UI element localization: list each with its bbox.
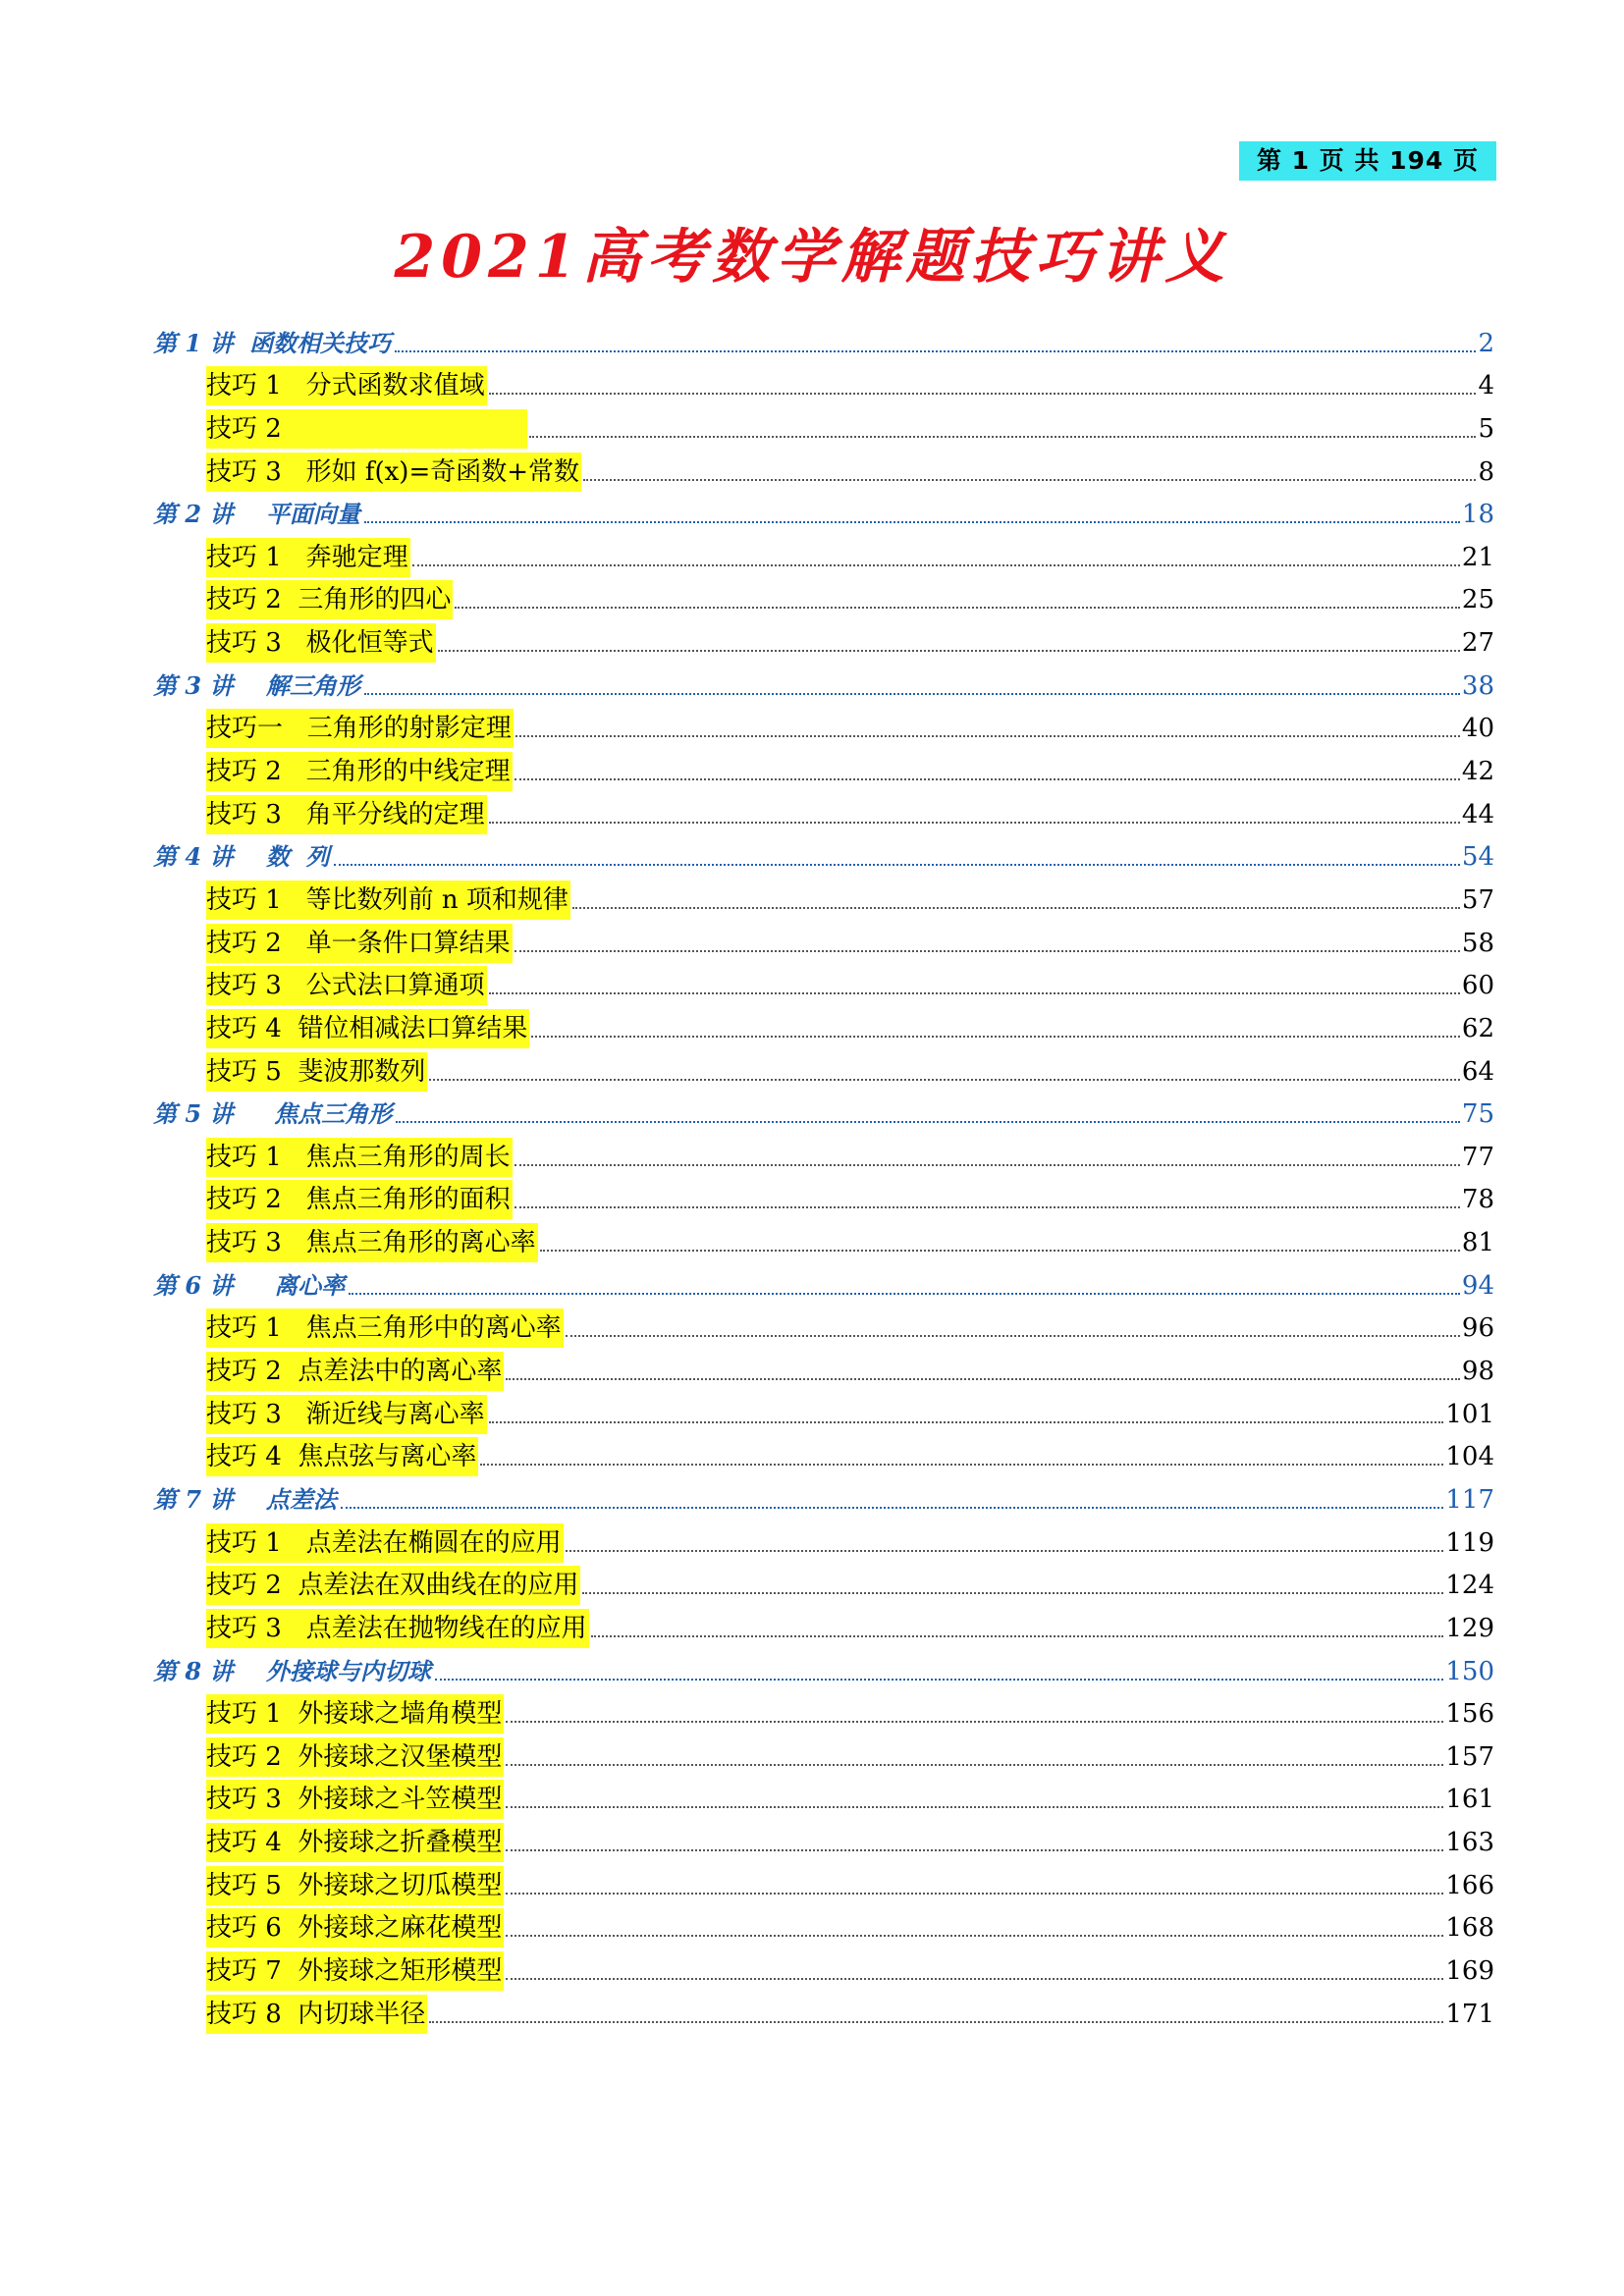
dot-leader xyxy=(572,906,1460,909)
toc-entry-label: 技巧 4 错位相减法口算结果 xyxy=(206,1009,529,1048)
toc-page-number: 77 xyxy=(1461,1142,1494,1172)
toc-lecture-1[interactable] xyxy=(153,320,1494,363)
toc-skill[interactable] xyxy=(153,1048,1494,1092)
dot-leader xyxy=(514,777,1460,780)
dot-leader xyxy=(412,563,1460,566)
toc-entry-label: 技巧 2 三角形的四心 xyxy=(206,580,453,619)
toc-page-number: 161 xyxy=(1445,1785,1494,1815)
toc-skill[interactable] xyxy=(153,405,1494,449)
toc-skill[interactable] xyxy=(153,791,1494,834)
toc-skill[interactable] xyxy=(153,1819,1494,1862)
toc-page-number: 98 xyxy=(1461,1357,1494,1387)
toc-skill[interactable] xyxy=(153,1905,1494,1949)
toc-entry-label: 技巧 3 公式法口算通项 xyxy=(206,966,487,1005)
toc-page-number: 62 xyxy=(1461,1013,1494,1043)
dot-leader xyxy=(506,1763,1443,1766)
toc-page-number: 75 xyxy=(1461,1099,1494,1130)
toc-lecture-8[interactable] xyxy=(153,1648,1494,1691)
toc-entry-label: 第 2 讲 平面向量 xyxy=(153,500,360,529)
toc-page-number: 60 xyxy=(1461,971,1494,1001)
dot-leader xyxy=(438,649,1460,652)
dot-leader xyxy=(395,349,1476,352)
toc-skill[interactable] xyxy=(153,449,1494,492)
toc-entry-label: 第 7 讲 点差法 xyxy=(153,1484,337,1514)
toc-entry-label: 技巧 2 单一条件口算结果 xyxy=(206,924,513,963)
toc-page-number: 27 xyxy=(1461,628,1494,659)
toc-page-number: 64 xyxy=(1461,1056,1494,1087)
dot-leader xyxy=(506,1977,1443,1980)
page-indicator: 第 1 页 共 194 页 xyxy=(1239,141,1496,181)
document-title: 2021高考数学解题技巧讲义 xyxy=(394,223,1230,292)
toc-skill[interactable] xyxy=(153,1177,1494,1220)
toc-entry-label: 技巧 2 xyxy=(206,409,527,449)
dot-leader xyxy=(506,1934,1443,1937)
toc-page-number: 171 xyxy=(1445,1999,1494,2029)
toc-entry-label: 技巧 2 点差法中的离心率 xyxy=(206,1352,504,1391)
toc-page-number: 25 xyxy=(1461,585,1494,615)
dot-leader xyxy=(429,2020,1443,2023)
toc-skill[interactable] xyxy=(153,1777,1494,1820)
toc-page-number: 150 xyxy=(1445,1656,1494,1686)
toc-entry-label: 技巧 1 外接球之墙角模型 xyxy=(206,1694,504,1734)
dot-leader xyxy=(566,1549,1444,1552)
dot-leader xyxy=(364,520,1460,523)
toc-page-number: 129 xyxy=(1445,1613,1494,1643)
toc-page-number: 156 xyxy=(1445,1699,1494,1730)
toc-skill[interactable] xyxy=(153,1691,1494,1735)
toc-page-number: 5 xyxy=(1478,413,1494,444)
toc-page-number: 58 xyxy=(1461,928,1494,958)
toc-skill[interactable] xyxy=(153,363,1494,406)
toc-page-number: 94 xyxy=(1461,1270,1494,1301)
dot-leader xyxy=(506,1720,1443,1723)
dot-leader xyxy=(514,1163,1460,1166)
toc-entry-label: 技巧 6 外接球之麻花模型 xyxy=(206,1908,504,1948)
table-of-contents xyxy=(153,320,1494,2034)
dot-leader xyxy=(583,478,1476,481)
toc-lecture-6[interactable] xyxy=(153,1262,1494,1306)
toc-skill[interactable] xyxy=(153,877,1494,920)
toc-entry-label: 第 5 讲 焦点三角形 xyxy=(153,1099,393,1129)
toc-skill[interactable] xyxy=(153,1005,1494,1048)
toc-entry-label: 技巧 3 角平分线的定理 xyxy=(206,795,487,834)
toc-page-number: 21 xyxy=(1461,542,1494,572)
toc-page-number: 57 xyxy=(1461,884,1494,915)
toc-entry-label: 技巧 2 三角形的中线定理 xyxy=(206,752,513,791)
dot-leader xyxy=(435,1678,1444,1681)
toc-skill[interactable] xyxy=(153,1348,1494,1391)
toc-page-number: 40 xyxy=(1461,714,1494,744)
toc-entry-label: 第 1 讲 函数相关技巧 xyxy=(153,328,392,357)
dot-leader xyxy=(514,1205,1460,1208)
dot-leader xyxy=(489,991,1460,994)
toc-entry-label: 技巧 2 焦点三角形的面积 xyxy=(206,1180,513,1219)
toc-entry-label: 技巧 3 形如 f(x)=奇函数+常数 xyxy=(206,453,581,492)
toc-page-number: 117 xyxy=(1445,1484,1494,1515)
toc-entry-label: 技巧 3 点差法在抛物线在的应用 xyxy=(206,1609,589,1648)
toc-skill[interactable] xyxy=(153,1134,1494,1177)
toc-page-number: 4 xyxy=(1478,371,1494,401)
toc-lecture-3[interactable] xyxy=(153,663,1494,706)
toc-page-number: 157 xyxy=(1445,1741,1494,1772)
toc-lecture-2[interactable] xyxy=(153,492,1494,535)
toc-lecture-5[interactable] xyxy=(153,1092,1494,1135)
toc-skill[interactable] xyxy=(153,577,1494,620)
toc-entry-label: 技巧一 三角形的射影定理 xyxy=(206,709,514,748)
toc-page-number: 18 xyxy=(1461,500,1494,530)
dot-leader xyxy=(429,1078,1460,1081)
toc-page-number: 42 xyxy=(1461,757,1494,787)
dot-leader xyxy=(349,1292,1460,1295)
toc-entry-label: 第 8 讲 外接球与内切球 xyxy=(153,1656,431,1685)
toc-skill[interactable] xyxy=(153,1563,1494,1606)
toc-entry-label: 技巧 1 焦点三角形中的离心率 xyxy=(206,1308,564,1348)
toc-entry-label: 技巧 1 等比数列前 n 项和规律 xyxy=(206,881,570,920)
dot-leader xyxy=(489,392,1477,395)
toc-entry-label: 技巧 3 极化恒等式 xyxy=(206,623,436,663)
toc-entry-label: 技巧 5 斐波那数列 xyxy=(206,1052,427,1092)
toc-page-number: 163 xyxy=(1445,1828,1494,1858)
toc-skill[interactable] xyxy=(153,1991,1494,2034)
toc-skill[interactable] xyxy=(153,1219,1494,1262)
toc-entry-label: 技巧 3 外接球之斗笠模型 xyxy=(206,1780,504,1819)
toc-skill[interactable] xyxy=(153,1734,1494,1777)
dot-leader xyxy=(480,1463,1443,1466)
dot-leader xyxy=(506,1377,1460,1380)
toc-page-number: 81 xyxy=(1461,1228,1494,1258)
toc-entry-label: 第 3 讲 解三角形 xyxy=(153,670,360,700)
toc-entry-label: 技巧 2 点差法在双曲线在的应用 xyxy=(206,1566,580,1605)
toc-skill[interactable] xyxy=(153,748,1494,791)
dot-leader xyxy=(455,606,1460,609)
toc-entry-label: 技巧 3 焦点三角形的离心率 xyxy=(206,1223,538,1262)
toc-skill[interactable] xyxy=(153,619,1494,663)
dot-leader xyxy=(566,1334,1460,1337)
toc-entry-label: 技巧 3 渐近线与离心率 xyxy=(206,1395,487,1434)
dot-leader xyxy=(506,1848,1443,1851)
toc-page-number: 119 xyxy=(1445,1527,1494,1558)
toc-entry-label: 技巧 7 外接球之矩形模型 xyxy=(206,1951,504,1991)
toc-page-number: 166 xyxy=(1445,1870,1494,1900)
toc-skill[interactable] xyxy=(153,1434,1494,1477)
dot-leader xyxy=(396,1120,1460,1123)
toc-entry-label: 技巧 5 外接球之切瓜模型 xyxy=(206,1866,504,1905)
toc-page-number: 8 xyxy=(1478,456,1494,487)
toc-page-number: 44 xyxy=(1461,799,1494,829)
toc-entry-label: 技巧 1 奔驰定理 xyxy=(206,538,410,577)
toc-entry-label: 技巧 4 外接球之折叠模型 xyxy=(206,1823,504,1862)
toc-skill[interactable] xyxy=(153,1948,1494,1991)
toc-page-number: 38 xyxy=(1461,670,1494,701)
dot-leader xyxy=(540,1249,1460,1252)
dot-leader xyxy=(529,435,1477,438)
toc-page-number: 96 xyxy=(1461,1313,1494,1344)
toc-skill[interactable] xyxy=(153,1605,1494,1648)
toc-entry-label: 技巧 8 内切球半径 xyxy=(206,1995,427,2034)
toc-page-number: 169 xyxy=(1445,1955,1494,1986)
toc-skill[interactable] xyxy=(153,534,1494,577)
dot-leader xyxy=(489,1420,1444,1423)
toc-skill[interactable] xyxy=(153,1520,1494,1563)
dot-leader xyxy=(364,692,1460,695)
toc-skill[interactable] xyxy=(153,1862,1494,1905)
toc-skill[interactable] xyxy=(153,1306,1494,1349)
toc-entry-label: 技巧 1 焦点三角形的周长 xyxy=(206,1138,513,1177)
dot-leader xyxy=(506,1892,1443,1895)
toc-page-number: 101 xyxy=(1445,1399,1494,1429)
dot-leader xyxy=(334,863,1460,866)
toc-entry-label: 技巧 4 焦点弦与离心率 xyxy=(206,1437,478,1476)
dot-leader xyxy=(489,821,1460,824)
toc-lecture-7[interactable] xyxy=(153,1476,1494,1520)
dot-leader xyxy=(506,1805,1443,1808)
toc-page-number: 168 xyxy=(1445,1913,1494,1944)
toc-entry-label: 第 4 讲 数 列 xyxy=(153,842,330,872)
toc-page-number: 54 xyxy=(1461,842,1494,873)
toc-entry-label: 技巧 1 点差法在椭圆在的应用 xyxy=(206,1523,564,1563)
dot-leader xyxy=(531,1035,1460,1038)
toc-page-number: 124 xyxy=(1445,1571,1494,1601)
toc-page-number: 78 xyxy=(1461,1185,1494,1215)
dot-leader xyxy=(515,734,1460,737)
toc-lecture-4[interactable] xyxy=(153,834,1494,878)
dot-leader xyxy=(591,1634,1444,1637)
dot-leader xyxy=(582,1591,1443,1594)
toc-page-number: 104 xyxy=(1445,1442,1494,1472)
toc-entry-label: 第 6 讲 离心率 xyxy=(153,1270,346,1300)
dot-leader xyxy=(514,949,1460,952)
toc-entry-label: 技巧 1 分式函数求值域 xyxy=(206,366,487,405)
toc-page-number: 2 xyxy=(1478,328,1494,358)
toc-entry-label: 技巧 2 外接球之汉堡模型 xyxy=(206,1737,504,1777)
toc-skill[interactable] xyxy=(153,1391,1494,1434)
toc-skill[interactable] xyxy=(153,920,1494,963)
dot-leader xyxy=(341,1506,1444,1509)
toc-skill[interactable] xyxy=(153,706,1494,749)
toc-skill[interactable] xyxy=(153,963,1494,1006)
